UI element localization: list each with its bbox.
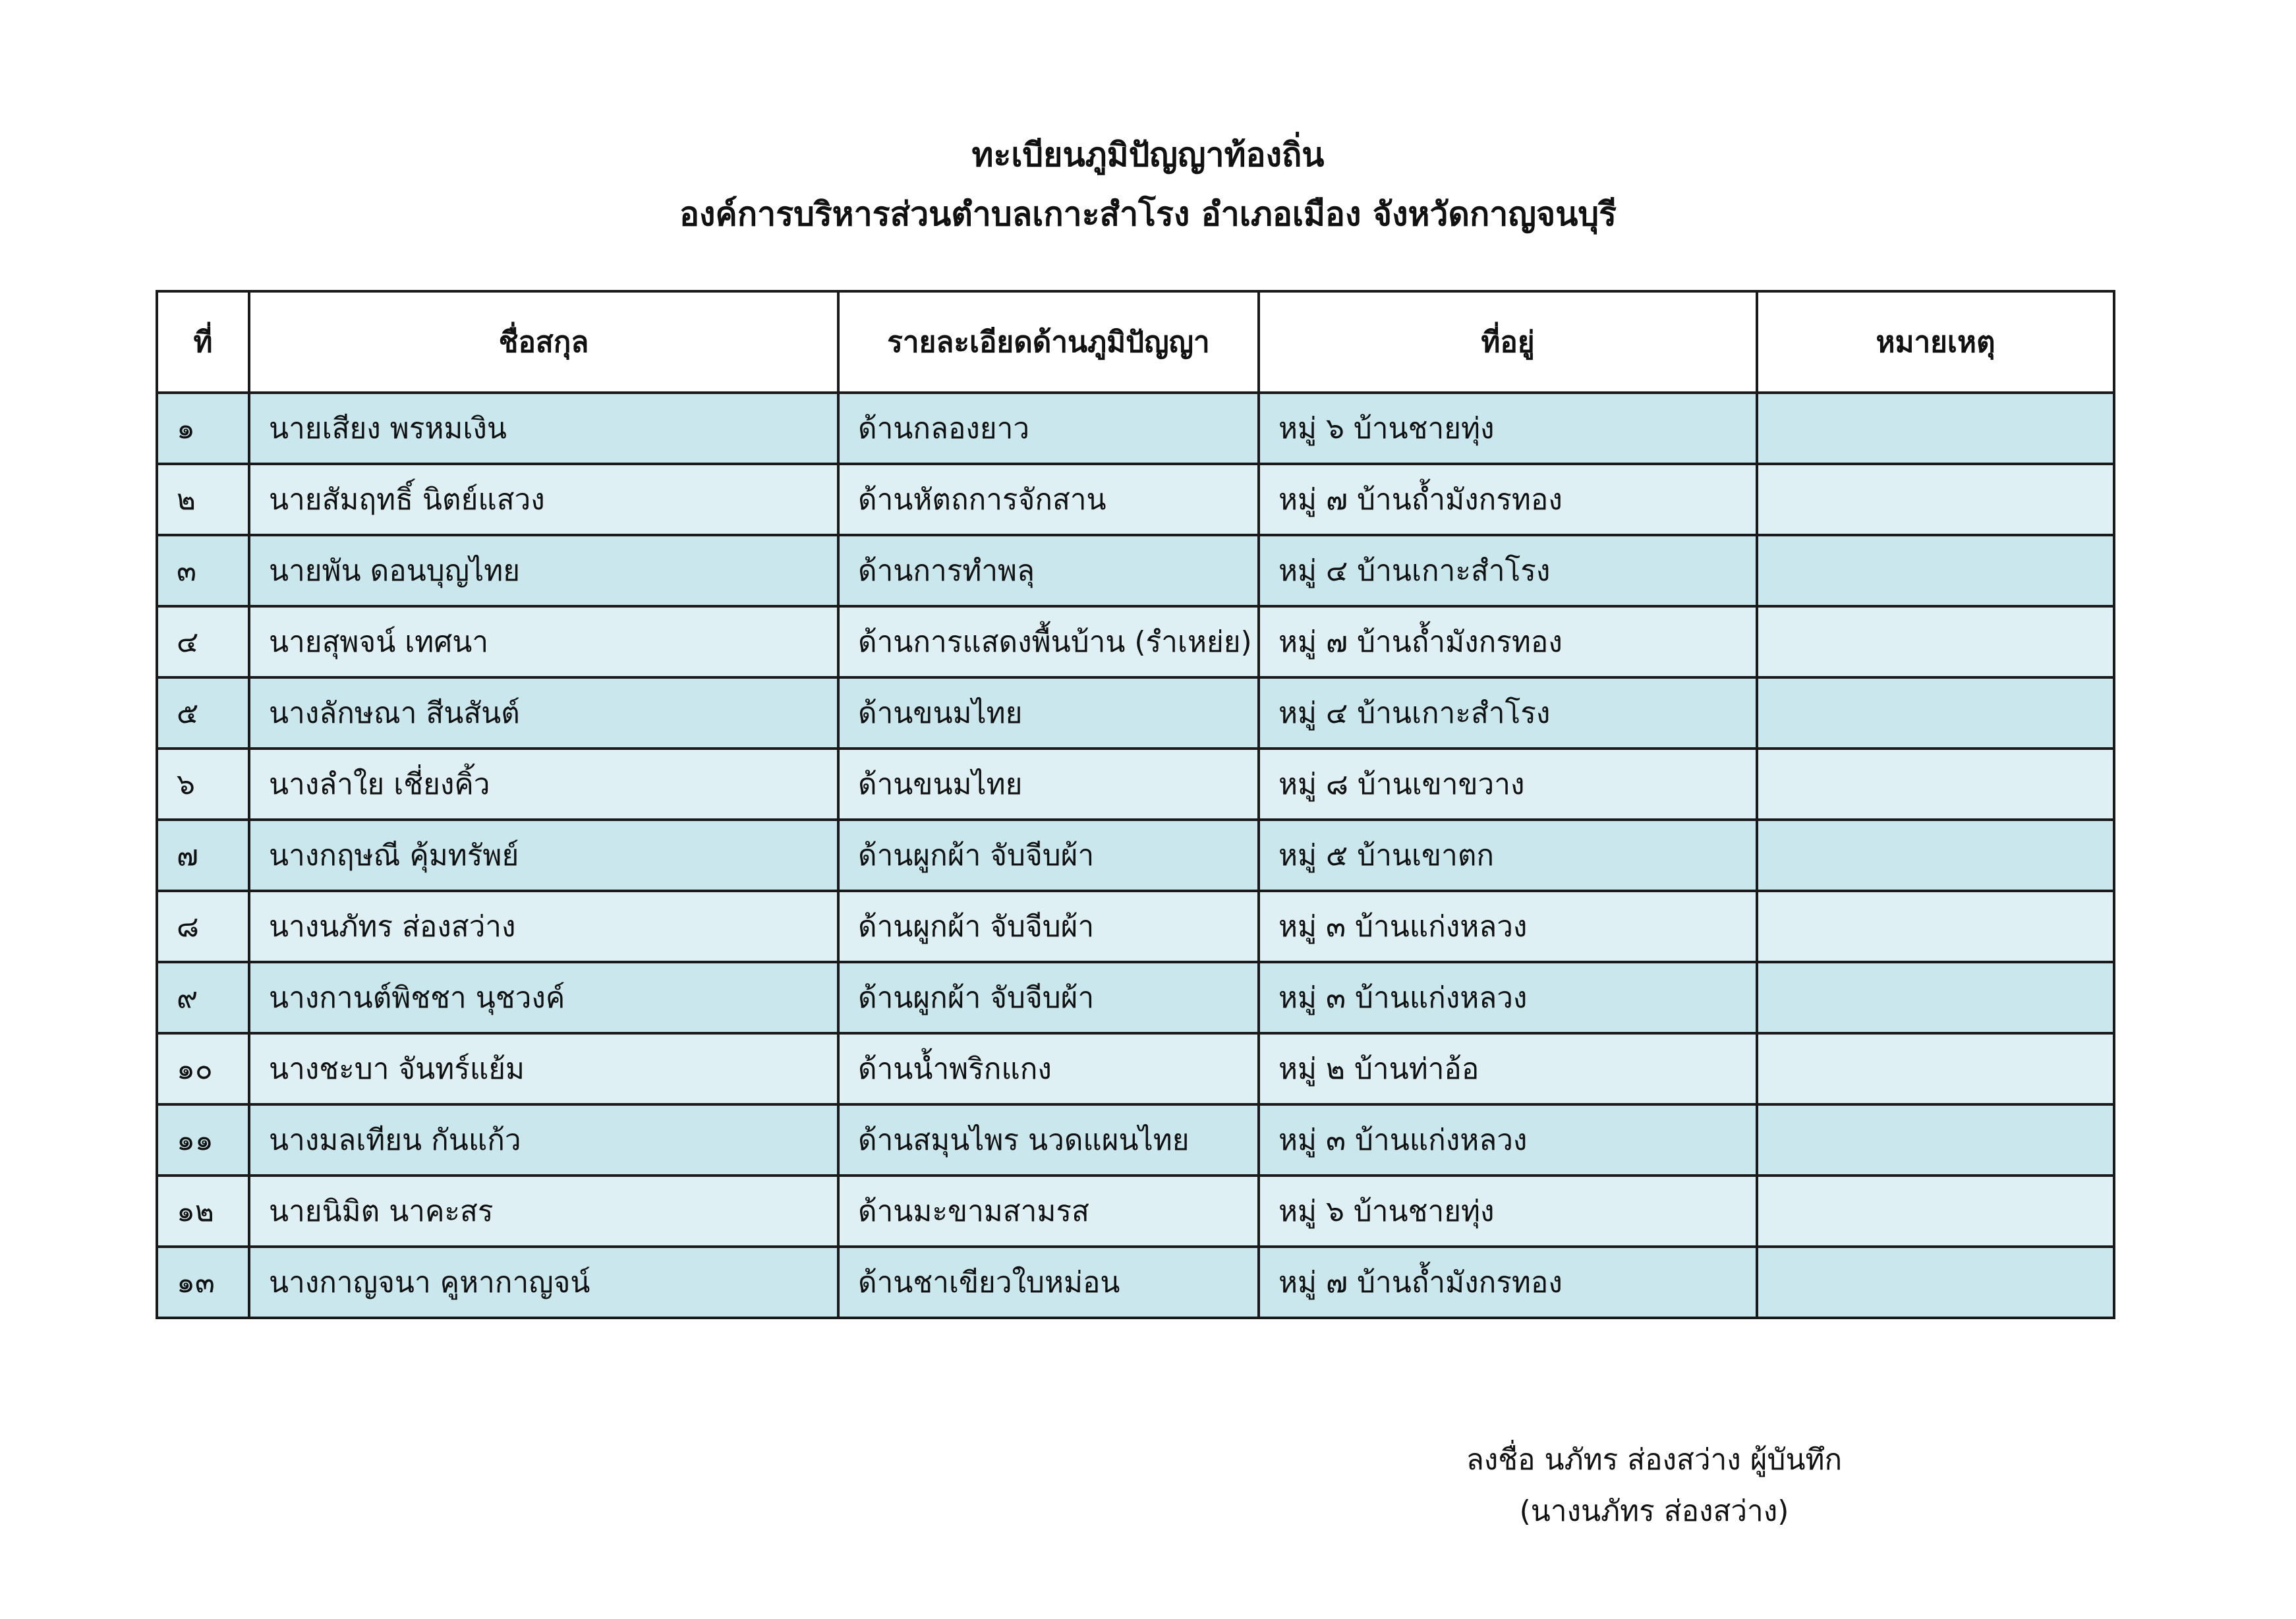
person-name: นางกานต์พิชชา นุชวงค์	[249, 962, 838, 1033]
remarks	[1757, 464, 2114, 535]
wisdom-detail: ด้านกลองยาว	[838, 393, 1259, 464]
row-number: ๗	[157, 820, 249, 891]
signature-line: ลงชื่อ นภัทร ส่องสว่าง ผู้บันทึก	[1466, 1443, 1843, 1477]
table-row	[157, 891, 2114, 962]
remarks	[1757, 891, 2114, 962]
address: หมู่ ๔ บ้านเกาะสำโรง	[1259, 535, 1757, 606]
address: หมู่ ๓ บ้านแก่งหลวง	[1259, 891, 1757, 962]
address: หมู่ ๓ บ้านแก่งหลวง	[1259, 962, 1757, 1033]
table-row	[157, 535, 2114, 606]
person-name: นางลำใย เชี่ยงคิ้ว	[249, 749, 838, 820]
wisdom-detail: ด้านมะขามสามรส	[838, 1176, 1259, 1247]
wisdom-detail: ด้านน้ำพริกแกง	[838, 1033, 1259, 1104]
wisdom-detail: ด้านผูกผ้า จับจีบผ้า	[838, 891, 1259, 962]
address: หมู่ ๓ บ้านแก่งหลวง	[1259, 1104, 1757, 1176]
wisdom-detail: ด้านผูกผ้า จับจีบผ้า	[838, 820, 1259, 891]
wisdom-detail: ด้านการทำพลุ	[838, 535, 1259, 606]
person-name: นางชะบา จันทร์แย้ม	[249, 1033, 838, 1104]
address: หมู่ ๖ บ้านชายทุ่ง	[1259, 1176, 1757, 1247]
wisdom-detail: ด้านชาเขียวใบหม่อน	[838, 1247, 1259, 1318]
row-number: ๑	[157, 393, 249, 464]
row-number: ๔	[157, 606, 249, 677]
remarks	[1757, 820, 2114, 891]
wisdom-detail: ด้านการแสดงพื้นบ้าน (รำเหย่ย)	[838, 606, 1259, 677]
person-name: นายพัน ดอนบุญไทย	[249, 535, 838, 606]
person-name: นายนิมิต นาคะสร	[249, 1176, 838, 1247]
remarks	[1757, 606, 2114, 677]
row-number: ๖	[157, 749, 249, 820]
wisdom-detail: ด้านผูกผ้า จับจีบผ้า	[838, 962, 1259, 1033]
person-name: นายเสียง พรหมเงิน	[249, 393, 838, 464]
person-name: นายสุพจน์ เทศนา	[249, 606, 838, 677]
remarks	[1757, 393, 2114, 464]
address: หมู่ ๗ บ้านถ้ำมังกรทอง	[1259, 606, 1757, 677]
remarks	[1757, 1247, 2114, 1318]
row-number: ๒	[157, 464, 249, 535]
table-row	[157, 820, 2114, 891]
table-header-row	[157, 291, 2114, 393]
wisdom-detail: ด้านขนมไทย	[838, 749, 1259, 820]
address: หมู่ ๒ บ้านท่าอ้อ	[1259, 1033, 1757, 1104]
address: หมู่ ๗ บ้านถ้ำมังกรทอง	[1259, 1247, 1757, 1318]
remarks	[1757, 1033, 2114, 1104]
address: หมู่ ๔ บ้านเกาะสำโรง	[1259, 677, 1757, 749]
wisdom-detail: ด้านสมุนไพร นวดแผนไทย	[838, 1104, 1259, 1176]
person-name: นางมลเทียน กันแก้ว	[249, 1104, 838, 1176]
page-title: ทะเบียนภูมิปัญญาท้องถิ่น	[971, 136, 1325, 174]
table-row	[157, 1176, 2114, 1247]
wisdom-detail: ด้านหัตถการจักสาน	[838, 464, 1259, 535]
table-row	[157, 677, 2114, 749]
remarks	[1757, 677, 2114, 749]
remarks	[1757, 1176, 2114, 1247]
row-number: ๕	[157, 677, 249, 749]
table-row	[157, 464, 2114, 535]
row-number: ๑๐	[157, 1033, 249, 1104]
remarks	[1757, 1104, 2114, 1176]
column-header-wisdom: รายละเอียดด้านภูมิปัญญา	[838, 291, 1259, 393]
person-name: นางนภัทร ส่องสว่าง	[249, 891, 838, 962]
person-name: นางลักษณา สีนสันต์	[249, 677, 838, 749]
row-number: ๑๒	[157, 1176, 249, 1247]
person-name: นางกฤษณี คุ้มทรัพย์	[249, 820, 838, 891]
row-number: ๑๑	[157, 1104, 249, 1176]
table-row	[157, 606, 2114, 677]
remarks	[1757, 962, 2114, 1033]
table-row	[157, 749, 2114, 820]
column-header-number: ที่	[157, 291, 249, 393]
remarks	[1757, 749, 2114, 820]
table-row	[157, 393, 2114, 464]
signature-name: (นางนภัทร ส่องสว่าง)	[1519, 1494, 1789, 1528]
wisdom-detail: ด้านขนมไทย	[838, 677, 1259, 749]
row-number: ๙	[157, 962, 249, 1033]
remarks	[1757, 535, 2114, 606]
column-header-address: ที่อยู่	[1259, 291, 1757, 393]
person-name: นายสัมฤทธิ์ นิตย์แสวง	[249, 464, 838, 535]
address: หมู่ ๗ บ้านถ้ำมังกรทอง	[1259, 464, 1757, 535]
column-header-name: ชื่อสกุล	[249, 291, 838, 393]
registry-table	[156, 290, 2115, 1319]
page-subtitle: องค์การบริหารส่วนตำบลเกาะสำโรง อำเภอเมือง จังหวัดกาญจนบุรี	[679, 195, 1617, 233]
column-header-remarks: หมายเหตุ	[1757, 291, 2114, 393]
address: หมู่ ๘ บ้านเขาขวาง	[1259, 749, 1757, 820]
address: หมู่ ๕ บ้านเขาตก	[1259, 820, 1757, 891]
table-row	[157, 1033, 2114, 1104]
row-number: ๑๓	[157, 1247, 249, 1318]
table-row	[157, 962, 2114, 1033]
table-row	[157, 1104, 2114, 1176]
table-body	[157, 393, 2114, 1318]
address: หมู่ ๖ บ้านชายทุ่ง	[1259, 393, 1757, 464]
person-name: นางกาญจนา คูหากาญจน์	[249, 1247, 838, 1318]
row-number: ๓	[157, 535, 249, 606]
row-number: ๘	[157, 891, 249, 962]
table-row	[157, 1247, 2114, 1318]
